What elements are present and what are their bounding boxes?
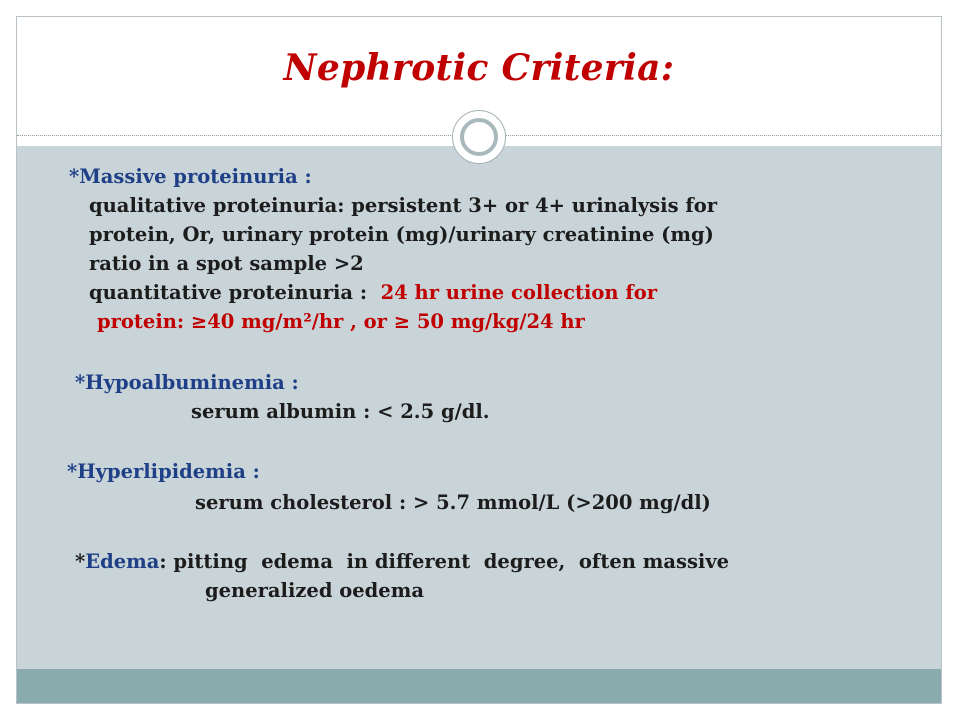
criterion-hypoalbuminemia-label: *Hypoalbuminemia : (75, 371, 299, 394)
quantitative-label: quantitative proteinuria : (89, 281, 381, 304)
criterion-proteinuria-label: *Massive proteinuria : (69, 165, 312, 188)
criterion-hyperlipidemia-label: *Hyperlipidemia : (67, 460, 260, 483)
criterion-edema-label: Edema (85, 550, 160, 573)
hyperlipidemia-detail: serum cholesterol : > 5.7 mmol/L (>200 mg/dl) (195, 491, 711, 514)
slide-title: Nephrotic Criteria: (283, 47, 675, 89)
footer-bar (17, 669, 941, 703)
proteinuria-qualitative-line-3: ratio in a spot sample >2 (89, 252, 364, 275)
edema-detail: generalized oedema (205, 579, 424, 602)
proteinuria-qualitative-line-1: qualitative proteinuria: persistent 3+ or 4+ urinalysis for (89, 194, 717, 217)
proteinuria-quantitative-line (89, 280, 657, 306)
quantitative-criterion-part-1: 24 hr urine collection for (380, 281, 658, 304)
circle-ornament (452, 110, 506, 164)
hypoalbuminemia-detail: serum albumin : < 2.5 g/dl. (191, 400, 490, 423)
circle-ornament-ring (460, 118, 498, 156)
proteinuria-qualitative-line-2: protein, Or, urinary protein (mg)/urinary creatinine (mg) (89, 223, 714, 246)
edema-star: * (75, 550, 86, 573)
criterion-edema-line (75, 549, 729, 575)
edema-description: : pitting edema in different degree, often massive (159, 550, 730, 573)
content-area (17, 146, 941, 671)
quantitative-criterion-part-2: protein: ≥40 mg/m²/hr , or ≥ 50 mg/kg/24 hr (97, 310, 585, 333)
criteria-list (17, 146, 941, 671)
slide-frame (16, 16, 942, 704)
